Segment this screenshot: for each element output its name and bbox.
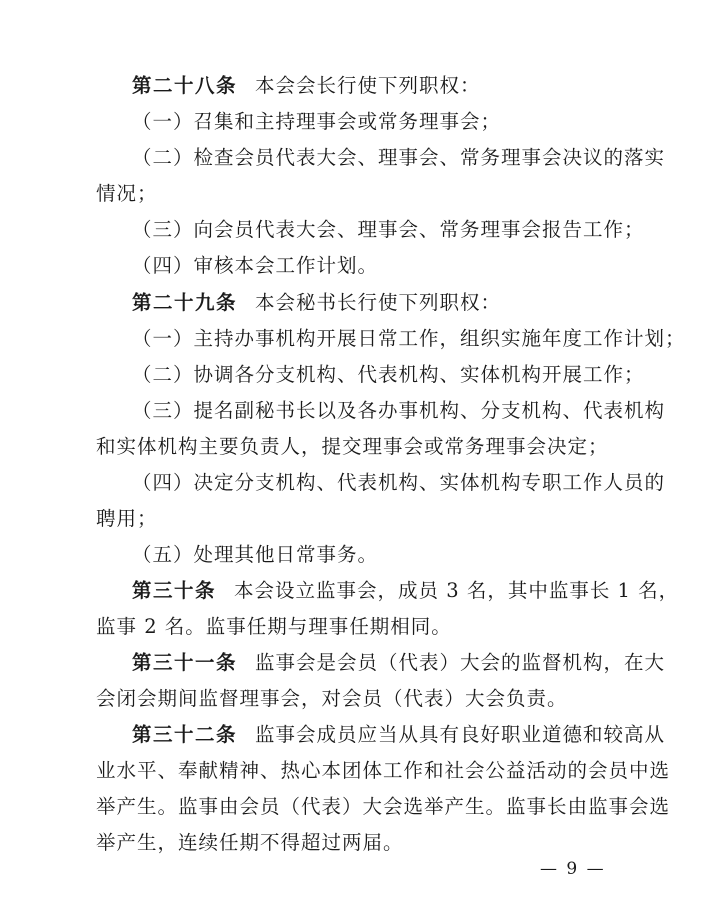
article-29-item-5: （五）处理其他日常事务。 — [132, 543, 379, 566]
article-32-text-3: 举产生。监事由会员（代表）大会选举产生。监事长由监事会选 — [96, 795, 671, 818]
article-30-title: 第三十条 — [132, 579, 217, 602]
article-28-intro: 本会会长行使下列职权： — [255, 74, 481, 97]
article-28-title: 第二十八条 — [132, 74, 238, 97]
article-29-title: 第二十九条 — [132, 291, 238, 314]
article-28-item-1: （一）召集和主持理事会或常务理事会； — [132, 110, 502, 133]
article-30-first-line — [132, 579, 679, 603]
article-28-item-3: （三）向会员代表大会、理事会、常务理事会报告工作； — [132, 218, 645, 241]
article-30-text-1: 本会设立监事会，成员 3 名，其中监事长 1 名， — [234, 579, 680, 602]
article-31-text-2: 会闭会期间监督理事会，对会员（代表）大会负责。 — [96, 687, 568, 710]
article-31-text-1: 监事会是会员（代表）大会的监督机构，在大 — [255, 651, 666, 674]
article-31-title: 第三十一条 — [132, 651, 238, 674]
article-31-first-line — [132, 651, 665, 675]
article-30-text-2: 监事 2 名。监事任期与理事任期相同。 — [96, 615, 452, 638]
article-29-intro: 本会秘书长行使下列职权： — [255, 291, 502, 314]
article-29-item-4-cont: 聘用； — [96, 507, 158, 530]
article-29-first-line — [132, 291, 501, 315]
article-29-item-2: （二）协调各分支机构、代表机构、实体机构开展工作； — [132, 363, 645, 386]
article-32-text-1: 监事会成员应当从具有良好职业道德和较高从 — [255, 723, 666, 746]
page-number: — 9 — — [540, 859, 606, 879]
article-32-first-line — [132, 723, 665, 747]
article-32-text-2: 业水平、奉献精神、热心本团体工作和社会公益活动的会员中选 — [96, 759, 671, 782]
article-29-item-1: （一）主持办事机构开展日常工作，组织实施年度工作计划； — [132, 327, 686, 350]
article-28-item-2: （二）检查会员代表大会、理事会、常务理事会决议的落实 — [132, 146, 666, 169]
article-29-item-4: （四）决定分支机构、代表机构、实体机构专职工作人员的 — [132, 471, 666, 494]
article-29-item-3-cont: 和实体机构主要负责人，提交理事会或常务理事会决定； — [96, 435, 609, 458]
article-32-text-4: 举产生，连续任期不得超过两届。 — [96, 831, 404, 854]
article-28-first-line — [132, 74, 481, 98]
article-28-item-2-cont: 情况； — [96, 182, 158, 205]
article-32-title: 第三十二条 — [132, 723, 238, 746]
article-29-item-3: （三）提名副秘书长以及各办事机构、分支机构、代表机构 — [132, 399, 666, 422]
article-28-item-4: （四）审核本会工作计划。 — [132, 254, 379, 277]
